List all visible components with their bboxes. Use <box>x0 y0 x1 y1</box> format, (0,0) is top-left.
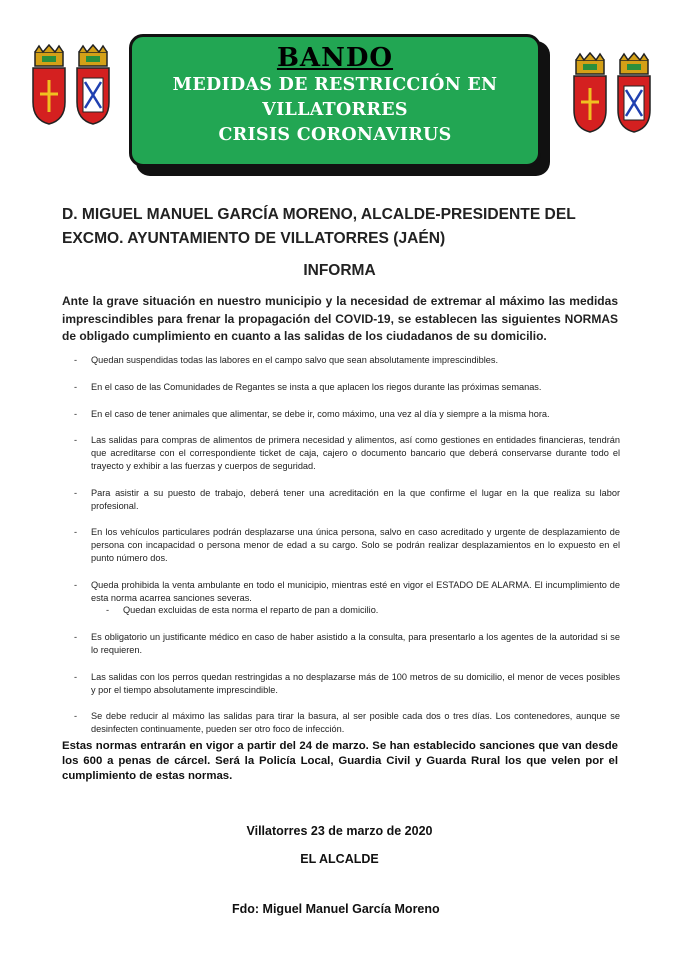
list-item: - Se debe reducir al máximo las salidas para tirar la basura, al ser posible cada dos o tres días. Los contenedores, aunque se desinfecten continuamente, pueden ser otro foco de infección. <box>74 711 620 735</box>
mayor-heading: D. MIGUEL MANUEL GARCÍA MORENO, ALCALDE-PRESIDENTE DEL EXCMO. AYUNTAMIENTO DE VILLATORRES (JAÉN) <box>62 206 576 247</box>
sub-list-item: - Quedan excluidas de esta norma el reparto de pan a domicilio. <box>106 605 379 616</box>
signature-line: Fdo: Miguel Manuel García Moreno <box>232 902 440 916</box>
list-item: - Las salidas con los perros quedan restringidas a no desplazarse más de 100 metros de su domicilio, el menor de veces posibles y por el tiempo absolutamente imprescindible. <box>74 671 620 695</box>
closing-paragraph: Estas normas entrarán en vigor a partir del 24 de marzo. Se han establecido sanciones que van desde los 600 a penas de cárcel. Será la Policía Local, Guardia Civil y Guarda Rural los que velen por el cumplimiento de estas normas. <box>62 740 618 782</box>
list-item: - Para asistir a su puesto de trabajo, deberá tener una acreditación en la que confirme el lugar en la que realiza su labor profesional. <box>74 487 620 511</box>
banner-line-1: MEDIDAS DE RESTRICCIÓN EN <box>172 75 498 95</box>
list-item: - En el caso de las Comunidades de Regantes se insta a que aplacen los riegos durante las próximas semanas. <box>74 381 542 392</box>
crests-left <box>29 44 113 126</box>
rules-list <box>72 354 620 750</box>
list-item: - Quedan suspendidas todas las labores en el campo salvo que sean absolutamente imprescindibles. <box>74 355 499 365</box>
place-date: Villatorres 23 de marzo de 2020 <box>246 824 433 838</box>
crests-right <box>570 52 654 134</box>
list-item: - Las salidas para compras de alimentos de primera necesidad y alimentos, así como gestiones en entidades financieras, tendrán que acreditarse con el correspondiente ticket de caja, cajero o documento bancario que deberá conservarse durante todo el trayecto y exhibir a las fuerzas y cuerpos de seguridad. <box>74 435 620 471</box>
list-item: - Queda prohibida la venta ambulante en todo el municipio, mientras esté en vigor el ESTADO DE ALARMA. El incumplimiento de esta norma acarrea sanciones severas. - Quedan excluidas de esta norma el reparto de pan a domicilio. <box>74 579 620 616</box>
intro-paragraph: Ante la grave situación en nuestro municipio y la necesidad de extremar al máximo las medidas imprescindibles para frenar la propagación del COVID-19, se establecen las siguientes NORMAS de obligado cumplimiento en cuanto a las salidas de los ciudadanos de su domicilio. <box>62 294 618 343</box>
banner-title: BANDO <box>276 43 394 73</box>
coat-of-arms-icon <box>29 44 69 126</box>
list-item: - Es obligatorio un justificante médico en caso de haber asistido a la consulta, para presentarlo a los agentes de la autoridad si se lo requieren. <box>74 632 620 655</box>
banner-line-2: VILLATORRES <box>262 100 408 120</box>
list-item: - En el caso de tener animales que alimentar, se debe ir, como máximo, una vez al día y siempre a la misma hora. <box>74 408 550 419</box>
title-banner <box>129 34 541 167</box>
list-item: - En los vehículos particulares podrán desplazarse una única persona, salvo en caso acreditado y urgente de desplazamiento de persona con incapacidad o persona menor de edad a su cargo. Solo se podrán realizar desplazamientos en lo expuesto en el punto número dos. <box>74 527 620 563</box>
informa-title: INFORMA <box>303 262 376 279</box>
coat-of-arms-icon <box>73 44 113 126</box>
coat-of-arms-icon <box>570 52 610 134</box>
banner-line-3: CRISIS CORONAVIRUS <box>218 125 452 145</box>
signer-role: EL ALCALDE <box>300 852 379 866</box>
coat-of-arms-icon <box>614 52 654 134</box>
